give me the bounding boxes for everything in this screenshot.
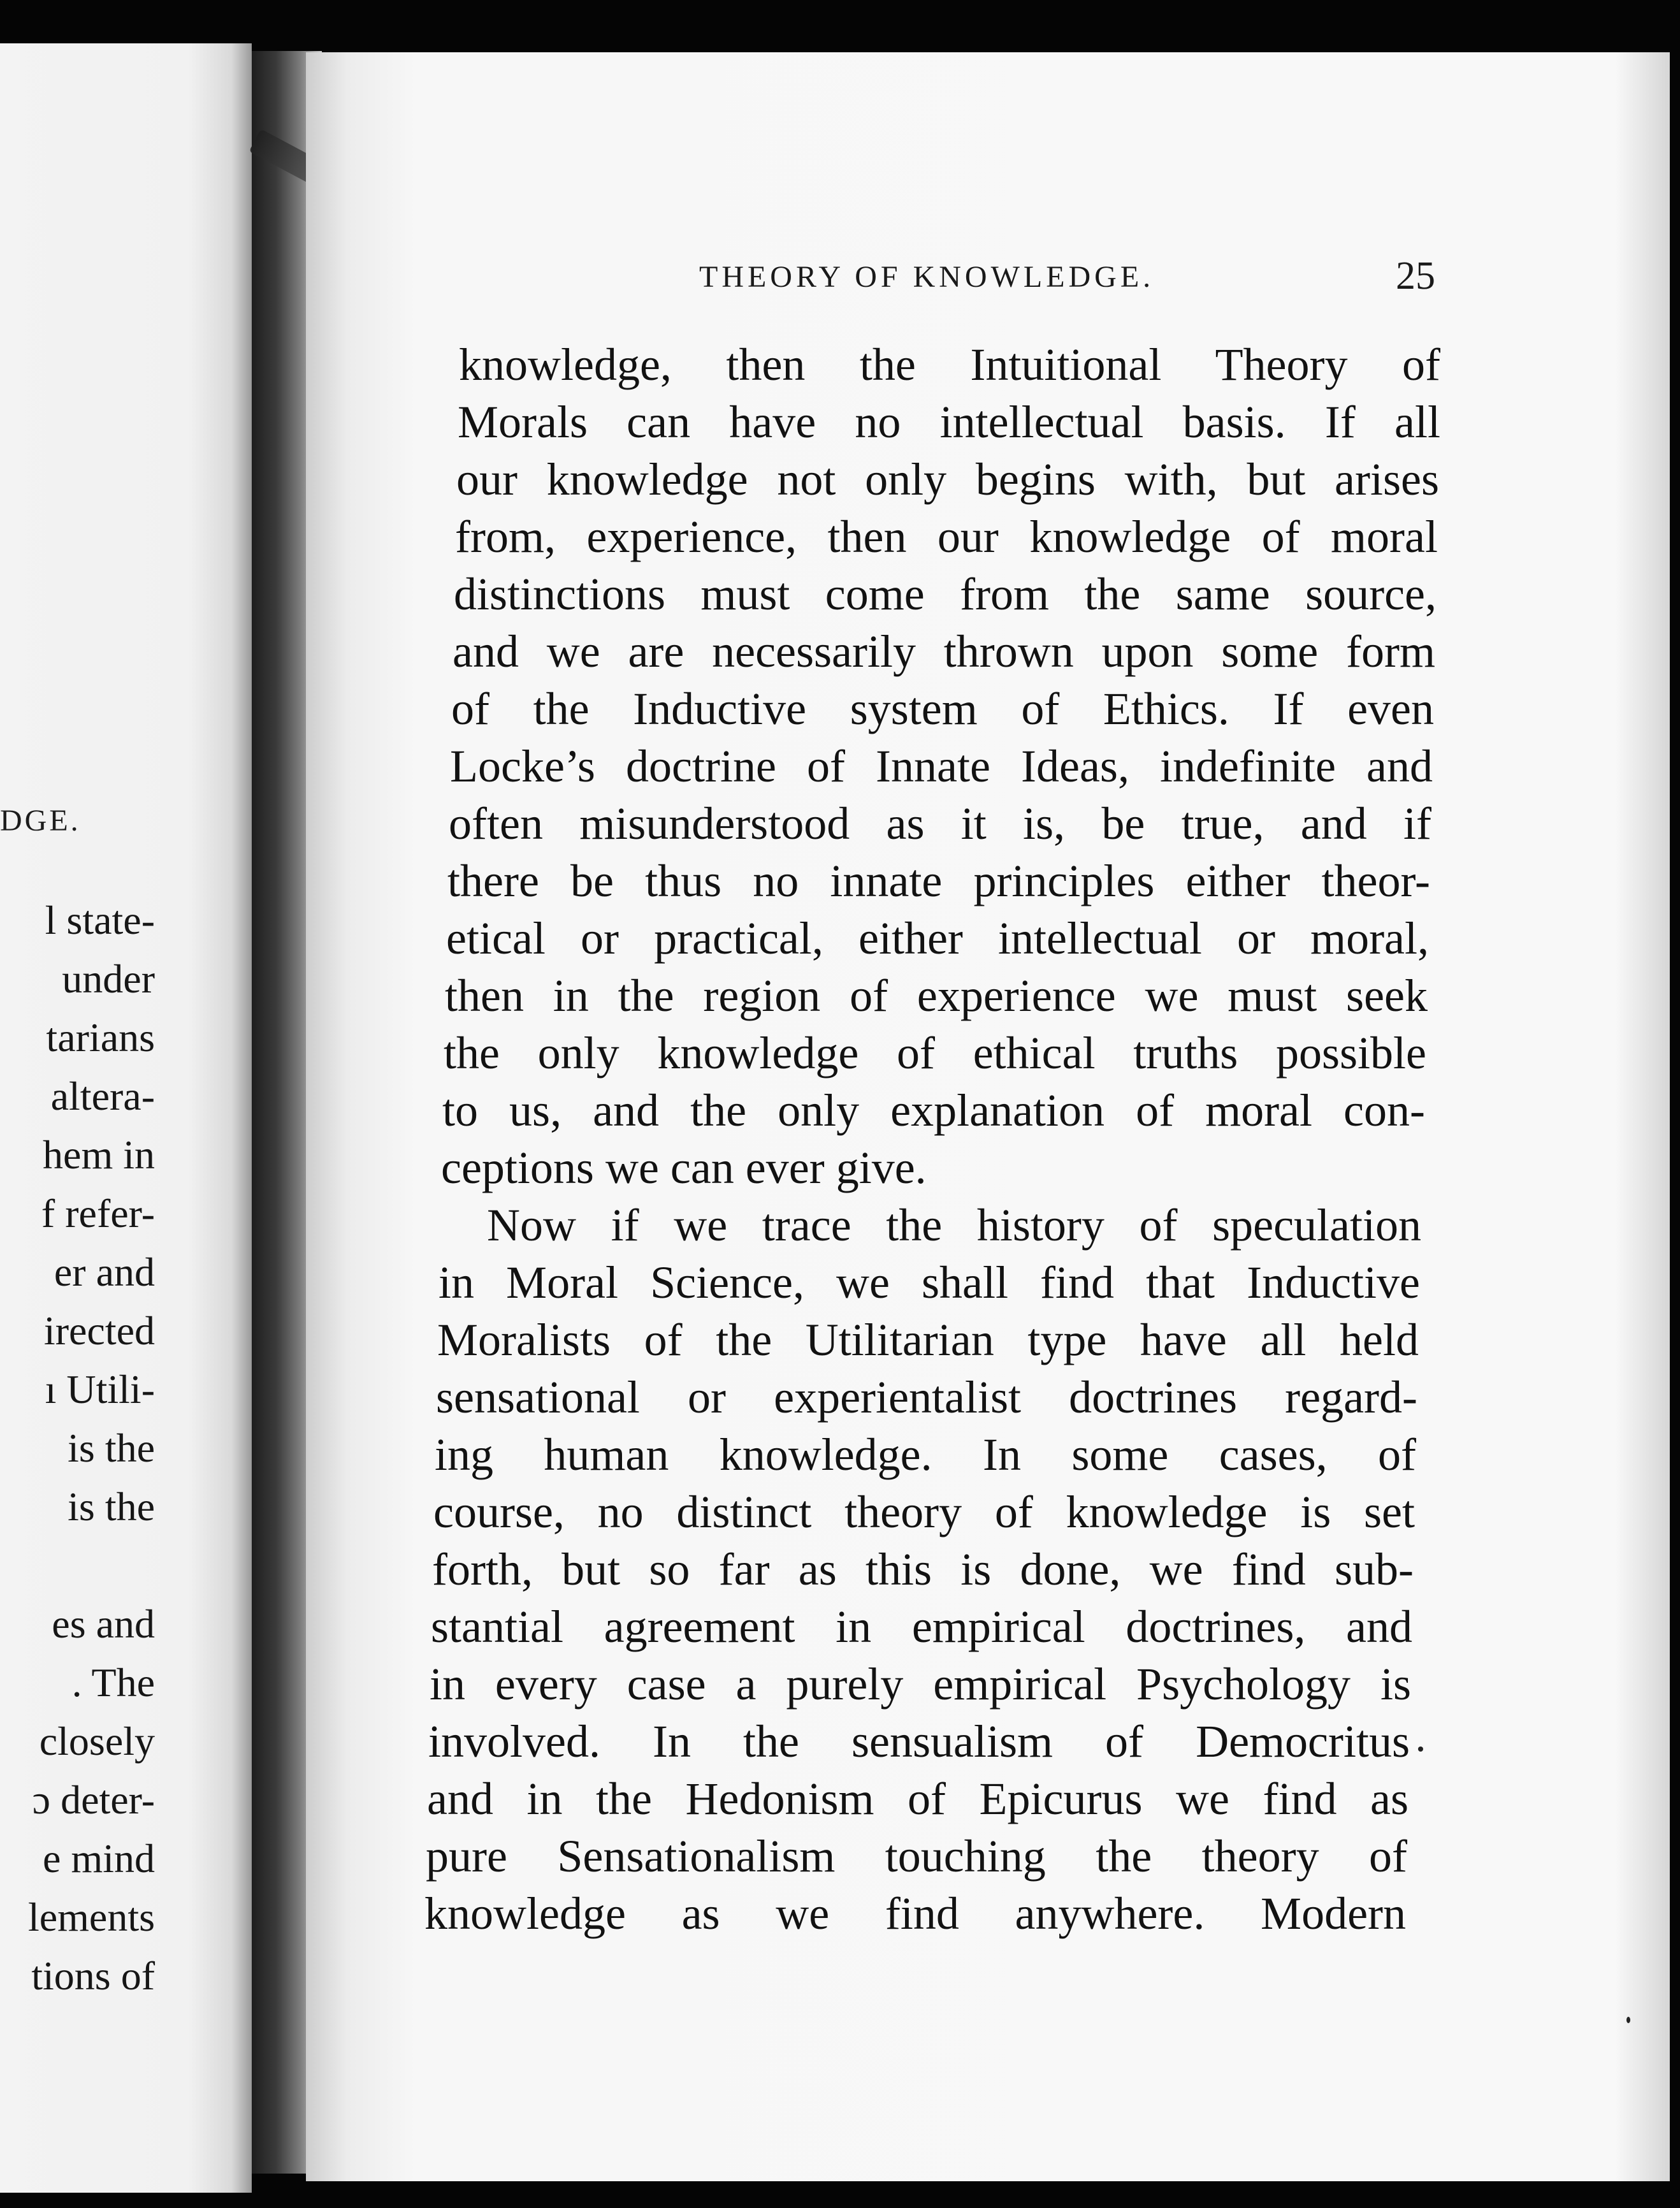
left-page-text xyxy=(28,891,155,2005)
dust-speck xyxy=(1626,2017,1630,2023)
body-line: forth, but so far as this is done, we find sub- xyxy=(432,1544,1414,1595)
left-line: altera- xyxy=(50,1073,155,1119)
body-line: in every case a purely empirical Psychology is xyxy=(430,1659,1411,1710)
body-line: pure Sensationalism touching the theory of xyxy=(426,1831,1407,1882)
left-line: irected xyxy=(43,1308,155,1353)
body-line: distinctions must come from the same source, xyxy=(454,569,1437,620)
body-line: knowledge as we find anywhere. Modern xyxy=(424,1888,1406,1939)
left-line: is the xyxy=(68,1425,155,1471)
body-line: in Moral Science, we shall find that Inductive xyxy=(438,1257,1420,1308)
body-line: from, experience, then our knowledge of moral xyxy=(455,511,1438,562)
body-line: then in the region of experience we must seek xyxy=(445,970,1428,1021)
left-line: e mind xyxy=(43,1836,155,1881)
left-line: under xyxy=(62,956,155,1001)
body-line: and we are necessarily thrown upon some form xyxy=(453,626,1435,677)
body-line: Moralists of the Utilitarian type have all held xyxy=(437,1314,1419,1365)
left-line: ɔ deter- xyxy=(32,1777,155,1822)
body-line: Morals can have no intellectual basis. If all xyxy=(458,396,1440,447)
body-line: often misunderstood as it is, be true, and if xyxy=(449,798,1431,849)
left-line xyxy=(28,1536,155,1595)
body-line: stantial agreement in empirical doctrines, and xyxy=(431,1601,1412,1652)
body-line: the only knowledge of ethical truths possible xyxy=(444,1028,1426,1079)
page-number: 25 xyxy=(1396,254,1435,298)
body-line: to us, and the only explanation of moral con- xyxy=(442,1085,1425,1136)
body-line: course, no distinct theory of knowledge is set xyxy=(433,1486,1415,1537)
right-page xyxy=(306,52,1670,2181)
left-running-head: DGE. xyxy=(0,804,81,838)
left-line: . The xyxy=(71,1660,155,1705)
left-page xyxy=(0,43,252,2193)
body-line: there be thus no innate principles either theor- xyxy=(447,855,1430,906)
body-line: involved. In the sensualism of Democritus xyxy=(428,1716,1410,1767)
left-line: f refer- xyxy=(41,1191,155,1236)
left-line: tions of xyxy=(31,1953,155,1998)
body-line: knowledge, then the Intuitional Theory of xyxy=(459,339,1440,390)
left-line: ı Utili- xyxy=(45,1367,155,1412)
left-line: l state- xyxy=(45,897,155,943)
body-line: ceptions we can ever give. xyxy=(441,1142,927,1193)
dust-speck xyxy=(1418,1747,1423,1752)
body-line: Locke’s doctrine of Innate Ideas, indefinite and xyxy=(450,741,1433,792)
body-line: ing human knowledge. In some cases, of xyxy=(435,1429,1416,1480)
body-line: of the Inductive system of Ethics. If even xyxy=(451,683,1434,734)
left-line: is the xyxy=(68,1484,155,1529)
left-line: lements xyxy=(27,1894,155,1940)
body-line: and in the Hedonism of Epicurus we find as xyxy=(427,1773,1408,1824)
body-line: etical or practical, either intellectual or moral, xyxy=(446,913,1429,964)
body-line: sensational or experientalist doctrines regard- xyxy=(436,1372,1417,1423)
running-title: THEORY OF KNOWLEDGE. xyxy=(699,260,1155,294)
left-line: hem in xyxy=(43,1132,155,1177)
left-line: er and xyxy=(54,1249,155,1295)
left-line: closely xyxy=(39,1718,155,1764)
left-line: tarians xyxy=(46,1015,155,1060)
left-line: es and xyxy=(52,1601,155,1646)
body-line: Now if we trace the history of speculation xyxy=(487,1200,1421,1251)
body-line: our knowledge not only begins with, but arises xyxy=(456,454,1439,505)
